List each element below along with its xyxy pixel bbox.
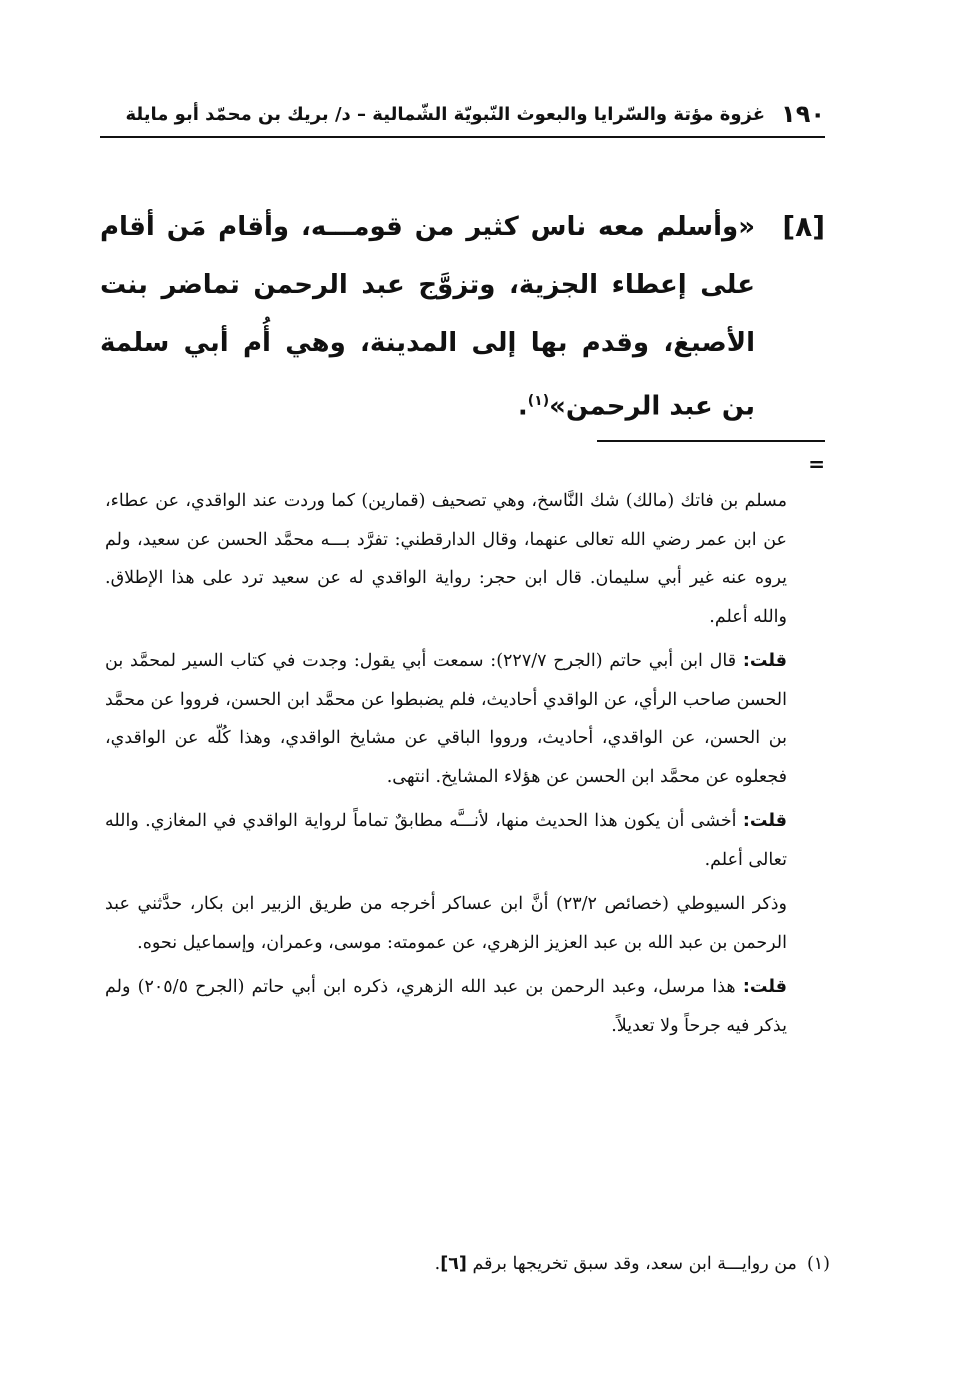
footnote-marker[interactable]: (١): [527, 393, 550, 409]
notes-section: [105, 482, 787, 1051]
note-label: قلت:: [742, 811, 787, 831]
continuation-mark: =: [808, 452, 825, 476]
entry-quote: «وأسلم معه ناس كثير من قومـــه، وأقام مَن أقام على إعطاء الجزية، وتزوَّج عبد الرحمن تماضر بنت الأصبغ، وقدم بها إلى المدينة، وهي أُم أبي سلمة بن عبد الرحمن»: [100, 212, 755, 422]
note-label: قلت:: [742, 651, 788, 671]
note-paragraph: [105, 642, 787, 796]
main-entry: [100, 198, 825, 436]
entry-end: .: [517, 391, 528, 422]
running-title: غزوة مؤتة والسّرايا والبعوث النّبويّة الشّمالية – د/ بريك بن محمّد أبو مايلة: [125, 103, 766, 125]
note-text: هذا مرسل، وعبد الرحمن بن عبد الله الزهري، ذكره ابن أبي حاتم (الجرح ٢٠٥/٥) ولم يذكر فيه جرحاً ولا تعديلاً.: [105, 977, 787, 1036]
entry-text: [100, 198, 755, 436]
note-text: قال ابن أبي حاتم (الجرح ٢٢٧/٧): سمعت أبي يقول: وجدت في كتاب السير لمحمَّد بن الحسن صاحب الرأي، عن الواقدي أحاديث، فلم يضبطوا عن محمَّد ابن الحسن، فرووا عن محمَّد بن الحسن، عن الواقدي، أحاديث، ورووا الباقي عن مشايخ الواقدي، وهذا كُلّه عن الواقدي، فجعلوه عن محمَّد ابن الحسن عن هؤلاء المشايخ. انتهى.: [105, 651, 787, 787]
page-number: ١٩٠: [781, 100, 825, 128]
note-paragraph: [105, 482, 787, 636]
note-paragraph: [105, 885, 787, 962]
footnote-number: (١): [806, 1254, 830, 1274]
note-text: مسلم بن فاتك (مالك) شك النَّاسخ، وهي تصحيف (قمارين) كما وردت عند الواقدي، عن عطاء، عن ابن عمر رضي الله تعالى عنهما، وقال الدارقطني: تفرَّد بـــه محمَّد الحسن عن سعيد، ولم يروه عنه غير أبي سليمان. قال ابن حجر: رواية الواقدي له عن سعيد ترد على هذا الإطلاق. والله أعلم.: [105, 491, 787, 627]
note-paragraph: [105, 968, 787, 1045]
footnote: [105, 1248, 830, 1280]
note-label: قلت:: [742, 977, 787, 997]
note-text: أخشى أن يكون هذا الحديث منها، لأنـــَّه مطابقٌ تماماً لرواية الواقدي في المغازي. والله تعالى أعلم.: [105, 811, 787, 870]
note-paragraph: [105, 802, 787, 879]
footnote-divider: [597, 440, 825, 442]
page-header: [100, 92, 825, 138]
footnote-reference[interactable]: [٦]: [440, 1254, 467, 1274]
footnote-text: من روايـــة ابن سعد، وقد سبق تخريجها برقم: [466, 1254, 797, 1274]
note-text: وذكر السيوطي (خصائص ٢٣/٢) أنَّ ابن عساكر أخرجه من طريق الزبير ابن بكار، حدَّثني عبد الرحمن بن عبد الله بن عبد العزيز الزهري، عن عمومته: موسى، وعمران، وإسماعيل نحوه.: [105, 894, 787, 953]
entry-number: [٨]: [782, 210, 825, 243]
footnote-end: .: [434, 1254, 441, 1274]
